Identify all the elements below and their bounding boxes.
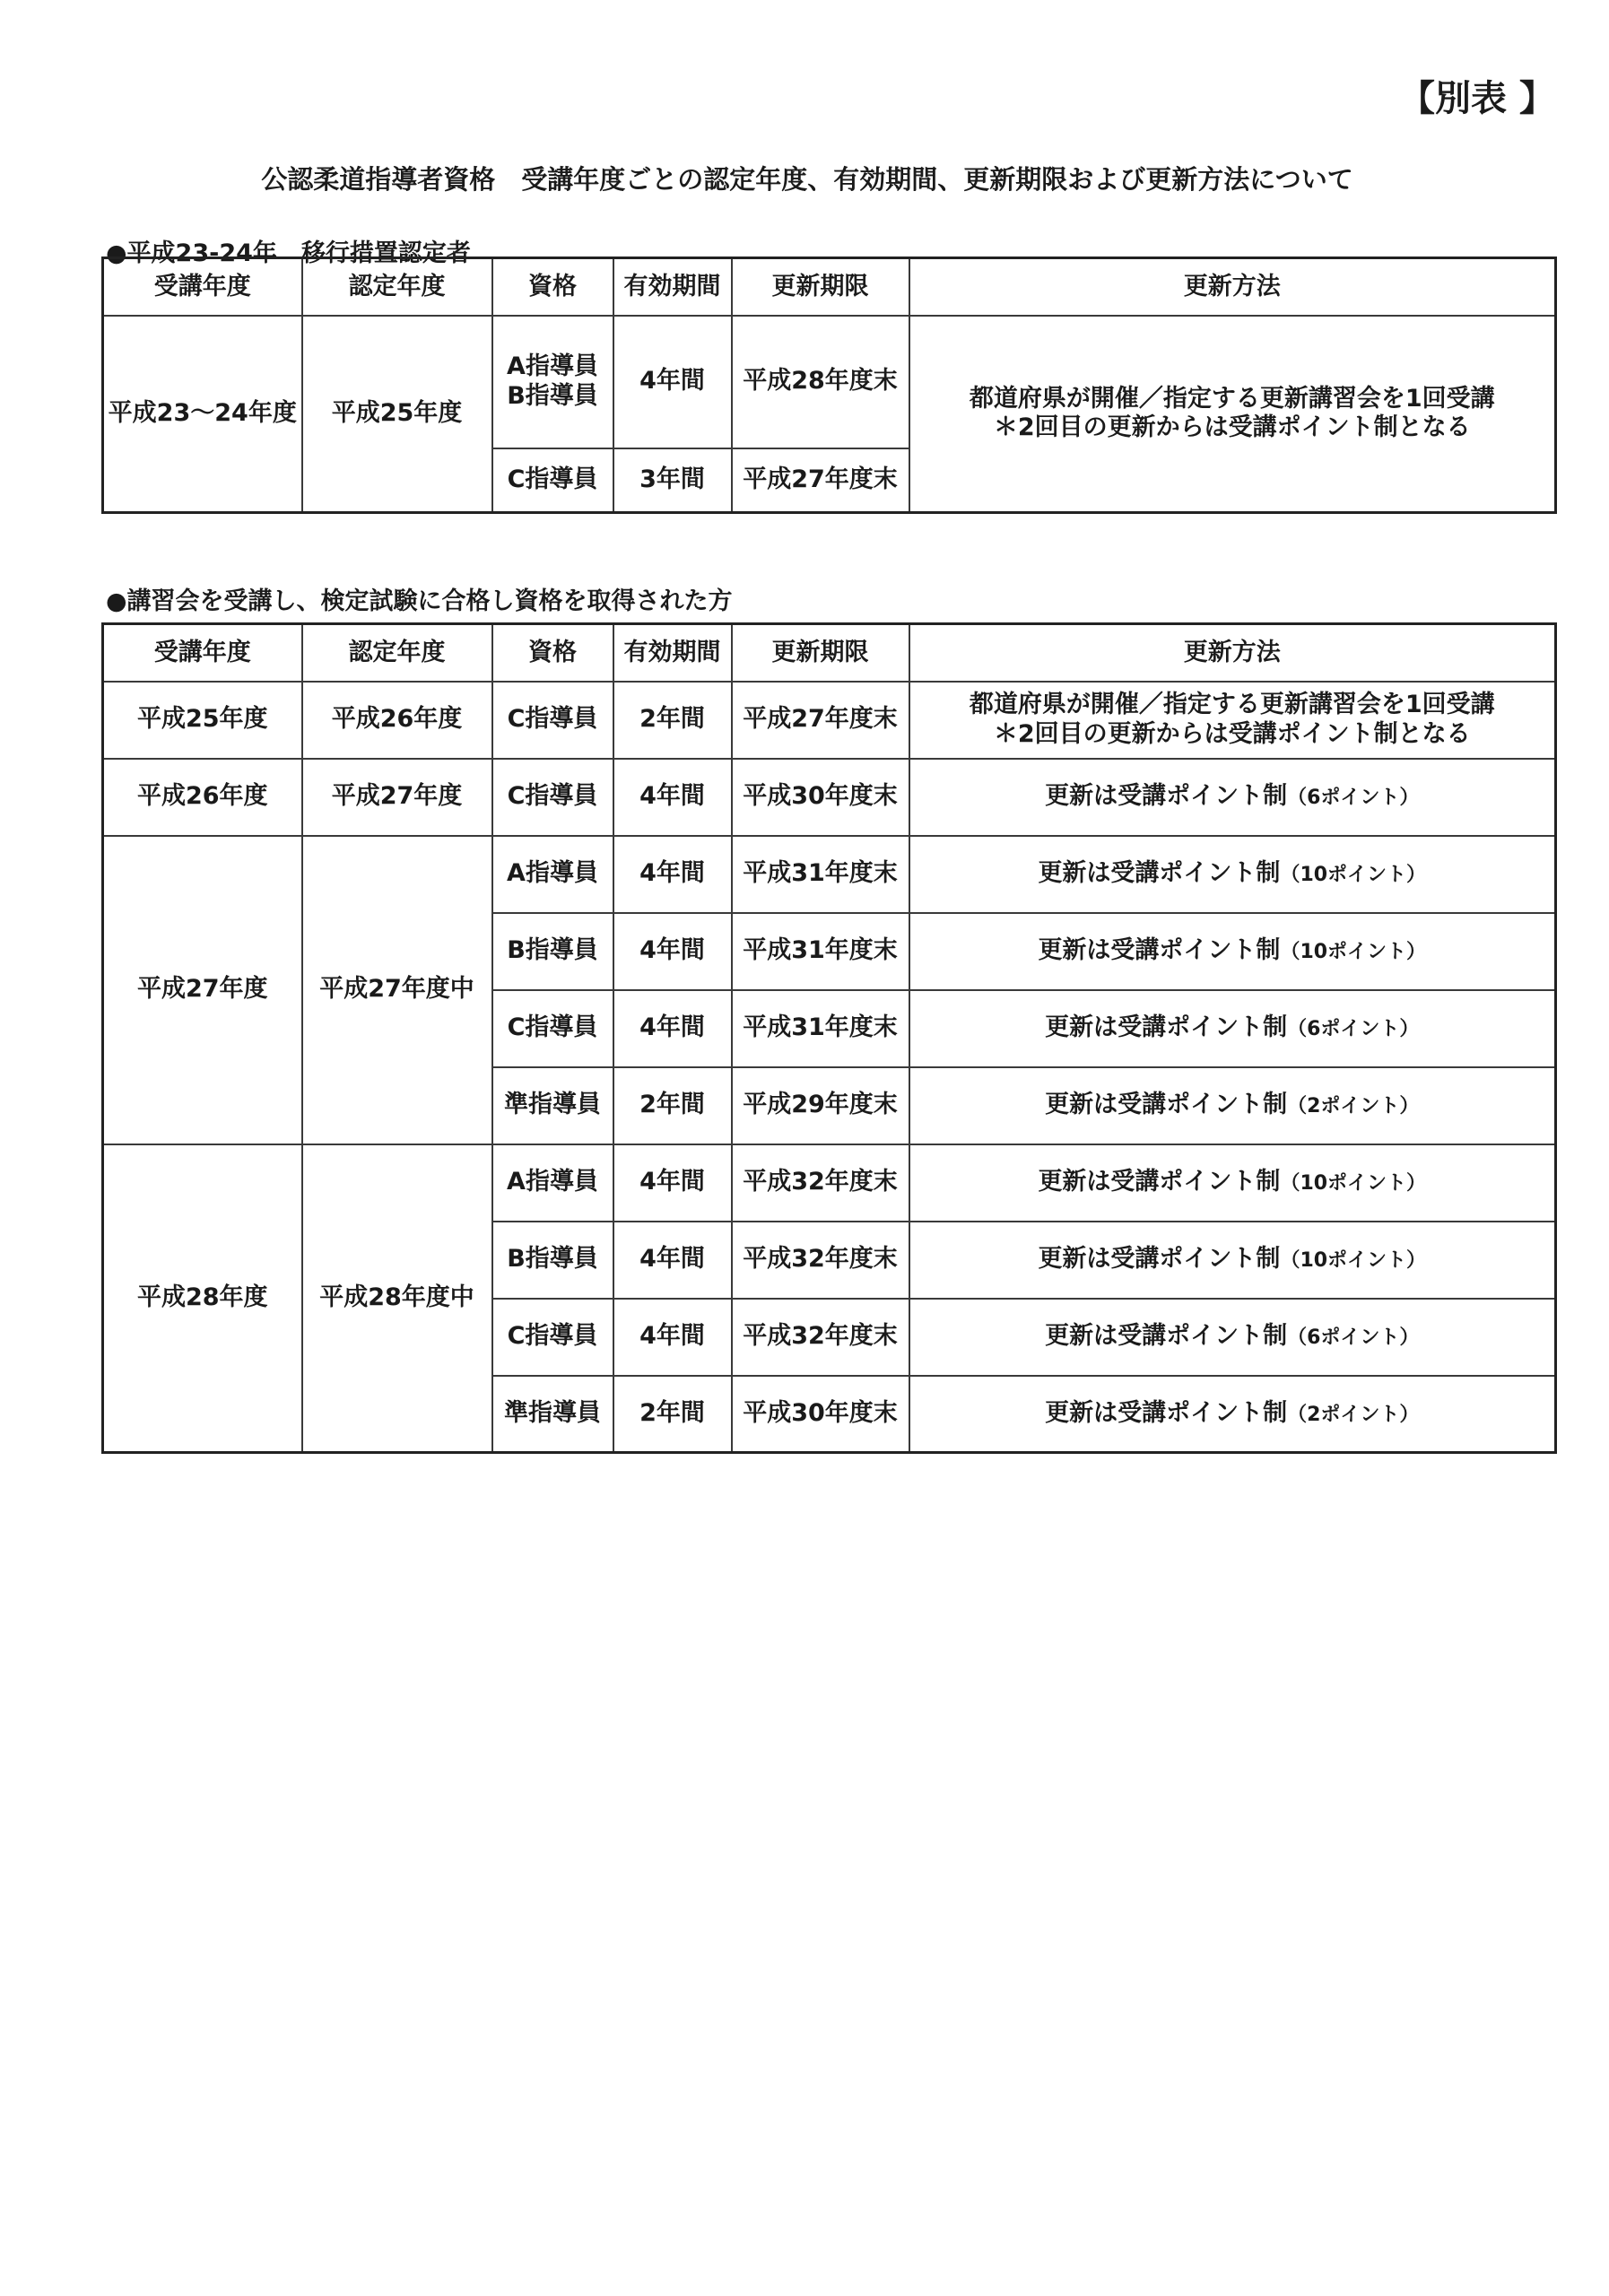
cell-cert-year: 平成26年度 bbox=[302, 682, 492, 759]
cell-qualification: 準指導員 bbox=[492, 1067, 613, 1144]
table-header-row bbox=[103, 258, 1556, 316]
cell-validity: 4年間 bbox=[613, 1222, 732, 1299]
cell-deadline: 平成32年度末 bbox=[732, 1222, 909, 1299]
header-year: 受講年度 bbox=[103, 258, 302, 316]
method-main: 更新は受講ポイント制 bbox=[1045, 1091, 1288, 1119]
cell-validity: 4年間 bbox=[613, 913, 732, 990]
header-method: 更新方法 bbox=[909, 258, 1556, 316]
cell-method bbox=[909, 836, 1556, 913]
cell-validity: 4年間 bbox=[613, 1144, 732, 1222]
cell-validity: 2年間 bbox=[613, 1376, 732, 1453]
cell-year: 平成23～24年度 bbox=[103, 316, 302, 513]
cell-qualification: C指導員 bbox=[492, 448, 613, 513]
header-qualification: 資格 bbox=[492, 624, 613, 682]
header-deadline: 更新期限 bbox=[732, 258, 909, 316]
cell-qualification: C指導員 bbox=[492, 1299, 613, 1376]
cell-qualification: A指導員 bbox=[492, 836, 613, 913]
method-points: （10ポイント） bbox=[1280, 1249, 1427, 1273]
header-validity: 有効期間 bbox=[613, 624, 732, 682]
cell-method bbox=[909, 1299, 1556, 1376]
qualification-a: A指導員 bbox=[507, 352, 598, 381]
cell-qualification-ab bbox=[492, 316, 613, 448]
method-points: （10ポイント） bbox=[1280, 864, 1427, 887]
method-points: （6ポイント） bbox=[1287, 1018, 1420, 1041]
cell-validity: 4年間 bbox=[613, 836, 732, 913]
table-row bbox=[103, 682, 1556, 759]
cell-method bbox=[909, 990, 1556, 1067]
method-points: （2ポイント） bbox=[1287, 1095, 1420, 1118]
cell-deadline: 平成27年度末 bbox=[732, 682, 909, 759]
method-main: 更新は受講ポイント制 bbox=[1038, 1168, 1281, 1196]
method-main: 更新は受講ポイント制 bbox=[1045, 1322, 1288, 1351]
method-main: 更新は受講ポイント制 bbox=[1045, 1399, 1288, 1428]
cell-method bbox=[909, 316, 1556, 513]
method-line: 都道府県が開催／指定する更新講習会を1回受講 bbox=[969, 384, 1495, 413]
header-validity: 有効期間 bbox=[613, 258, 732, 316]
cell-method bbox=[909, 1376, 1556, 1453]
cell-deadline: 平成27年度末 bbox=[732, 448, 909, 513]
method-main: 更新は受講ポイント制 bbox=[1045, 1013, 1288, 1042]
method-main: 更新は受講ポイント制 bbox=[1038, 1245, 1281, 1274]
cell-cert-year: 平成27年度 bbox=[302, 759, 492, 836]
cell-qualification: C指導員 bbox=[492, 682, 613, 759]
section2-heading: ●講習会を受講し、検定試験に合格し資格を取得された方 bbox=[106, 587, 733, 615]
cell-qualification: B指導員 bbox=[492, 913, 613, 990]
cell-deadline: 平成31年度末 bbox=[732, 836, 909, 913]
cell-validity: 4年間 bbox=[613, 316, 732, 448]
method-line: 都道府県が開催／指定する更新講習会を1回受講 bbox=[969, 691, 1495, 719]
cell-method bbox=[909, 1222, 1556, 1299]
header-deadline: 更新期限 bbox=[732, 624, 909, 682]
table-header-row bbox=[103, 624, 1556, 682]
cell-deadline: 平成31年度末 bbox=[732, 990, 909, 1067]
method-main: 更新は受講ポイント制 bbox=[1038, 936, 1281, 965]
method-points: （6ポイント） bbox=[1287, 787, 1420, 810]
cell-deadline: 平成32年度末 bbox=[732, 1144, 909, 1222]
qualification-table bbox=[101, 622, 1557, 1454]
cell-validity: 2年間 bbox=[613, 1067, 732, 1144]
cell-deadline: 平成29年度末 bbox=[732, 1067, 909, 1144]
cell-qualification: 準指導員 bbox=[492, 1376, 613, 1453]
cell-method bbox=[909, 913, 1556, 990]
transition-table bbox=[101, 257, 1557, 514]
cell-validity: 2年間 bbox=[613, 682, 732, 759]
cell-year: 平成27年度 bbox=[103, 836, 302, 1144]
cell-method bbox=[909, 1067, 1556, 1144]
table-row bbox=[103, 316, 1556, 448]
method-main: 更新は受講ポイント制 bbox=[1045, 782, 1288, 811]
method-points: （10ポイント） bbox=[1280, 1172, 1427, 1196]
method-note: ＊2回目の更新からは受講ポイント制となる bbox=[993, 413, 1471, 442]
cell-method bbox=[909, 682, 1556, 759]
header-method: 更新方法 bbox=[909, 624, 1556, 682]
table-row bbox=[103, 1144, 1556, 1222]
cell-method bbox=[909, 1144, 1556, 1222]
section1-heading: ●平成23-24年 移行措置認定者 bbox=[106, 239, 471, 267]
cell-cert-year: 平成27年度中 bbox=[302, 836, 492, 1144]
document-title: 公認柔道指導者資格 受講年度ごとの認定年度、有効期間、更新期限および更新方法について bbox=[261, 164, 1353, 195]
cell-cert-year: 平成25年度 bbox=[302, 316, 492, 513]
method-points: （6ポイント） bbox=[1287, 1326, 1420, 1350]
cell-deadline: 平成31年度末 bbox=[732, 913, 909, 990]
cell-deadline: 平成28年度末 bbox=[732, 316, 909, 448]
cell-year: 平成26年度 bbox=[103, 759, 302, 836]
cell-validity: 4年間 bbox=[613, 759, 732, 836]
header-cert-year: 認定年度 bbox=[302, 258, 492, 316]
cell-validity: 3年間 bbox=[613, 448, 732, 513]
cell-method bbox=[909, 759, 1556, 836]
cell-validity: 4年間 bbox=[613, 1299, 732, 1376]
header-year: 受講年度 bbox=[103, 624, 302, 682]
cell-deadline: 平成30年度末 bbox=[732, 1376, 909, 1453]
header-qualification: 資格 bbox=[492, 258, 613, 316]
cell-qualification: C指導員 bbox=[492, 759, 613, 836]
cell-qualification: C指導員 bbox=[492, 990, 613, 1067]
method-main: 更新は受講ポイント制 bbox=[1038, 859, 1281, 888]
method-points: （10ポイント） bbox=[1280, 941, 1427, 964]
cell-year: 平成25年度 bbox=[103, 682, 302, 759]
cell-deadline: 平成32年度末 bbox=[732, 1299, 909, 1376]
header-cert-year: 認定年度 bbox=[302, 624, 492, 682]
cell-deadline: 平成30年度末 bbox=[732, 759, 909, 836]
table-row bbox=[103, 836, 1556, 913]
table-row bbox=[103, 759, 1556, 836]
method-points: （2ポイント） bbox=[1287, 1404, 1420, 1427]
method-note: ＊2回目の更新からは受講ポイント制となる bbox=[993, 719, 1471, 748]
cell-cert-year: 平成28年度中 bbox=[302, 1144, 492, 1453]
cell-year: 平成28年度 bbox=[103, 1144, 302, 1453]
cell-validity: 4年間 bbox=[613, 990, 732, 1067]
cell-qualification: A指導員 bbox=[492, 1144, 613, 1222]
qualification-b: B指導員 bbox=[507, 381, 598, 410]
attachment-label: 【別表 】 bbox=[1399, 78, 1555, 119]
cell-qualification: B指導員 bbox=[492, 1222, 613, 1299]
